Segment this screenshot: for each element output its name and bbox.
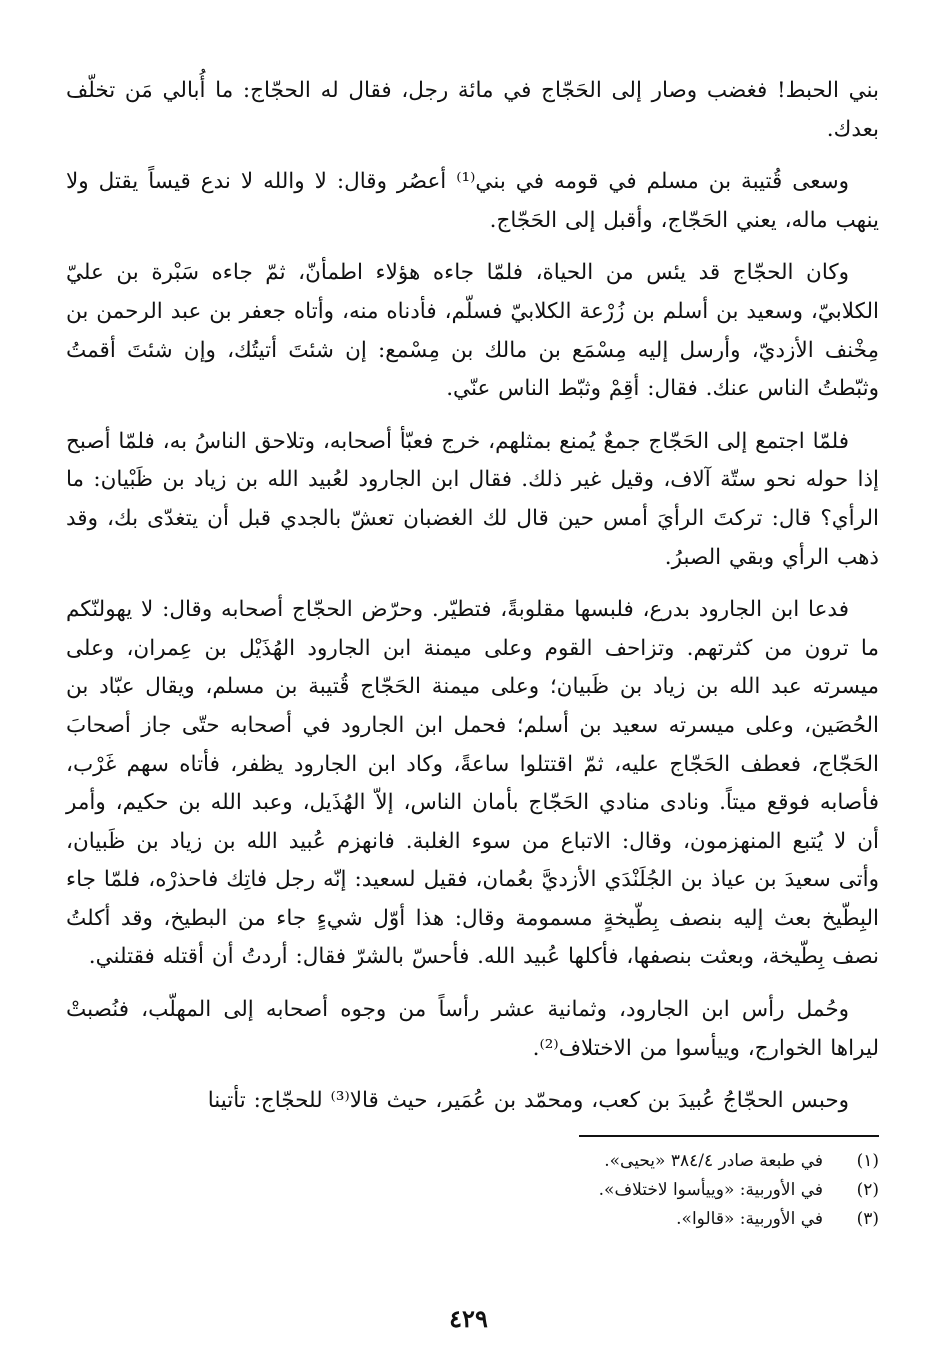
- paragraph-4: فلمّا اجتمع إلى الحَجّاج جمعٌ يُمنع بمثلهم، خرج فعبّأ أصحابه، وتلاحق الناسُ به، فلمّا أصبح إذا حوله نحو ستّة آلاف، وقيل غير ذلك. فقال ابن الجارود لعُبيد الله بن زياد بن ظَبْيان: ما الرأي؟ قال: تركتَ الرأيَ أمس حين قال لك الغضبان تعشّ بالجدي قبل أن يتغدّى بك، وقد ذهب الرأي وبقي الصبرُ.: [66, 428, 879, 570]
- paragraph-1: بني الحبط! فغضب وصار إلى الحَجّاج في مائة رجل، فقال له الحجّاج: ما أُبالي مَن تخلّف بعدك.: [66, 78, 879, 142]
- body-text: [66, 72, 879, 1121]
- paragraph-2: وسعى قُتيبة بن مسلم في قومه في بني⁽¹⁾ أعصُر وقال: لا والله لا ندع قيساً يقتل ولا ينهب ماله، يعني الحَجّاج، وأقبل إلى الحَجّاج.: [66, 169, 879, 233]
- footnote-divider: [579, 1135, 879, 1137]
- footnote-text: في الأوربية: «قالوا».: [676, 1208, 823, 1229]
- paragraph-3: وكان الحجّاج قد يئس من الحياة، فلمّا جاءه هؤلاء اطمأنّ، ثمّ جاءه سَبْرة بن عليّ الكلابيّ، وسعيد بن أسلم بن زُرْعة الكلابيّ فسلّم، فأدناه منه، وأتاه جعفر بن عبد الرحمن بن مِخْنف الأزديّ، وأرسل إليه مِسْمَع بن مالك بن مِسْمع: إن شئتَ أتيتُك، وإن شئتَ أقمتُ وثبّطتُ الناس عنك. فقال: أقِمْ وثبّط الناس عنّي.: [66, 260, 879, 402]
- footnote-2: [66, 1176, 879, 1205]
- page-number: ٤٢٩: [449, 1304, 488, 1333]
- paragraph-7: وحبس الحجّاجُ عُبيدَ بن كعب، ومحمّد بن عُمَير، حيث قالا⁽³⁾ للحجّاج: تأتينا: [207, 1088, 849, 1114]
- footnote-3: [66, 1205, 879, 1234]
- footnote-number: (٣): [856, 1208, 879, 1229]
- footnote-number: (١): [856, 1150, 879, 1171]
- footnote-text: في الأوربية: «وييأسوا لاختلاف».: [598, 1179, 823, 1200]
- paragraph-6: وحُمل رأس ابن الجارود، وثمانية عشر رأساً من وجوه أصحابه إلى المهلّب، فنُصبتْ ليراها الخوارج، وييأسوا من الاختلاف⁽²⁾.: [66, 997, 879, 1061]
- footnote-1: [66, 1147, 879, 1176]
- footnote-number: (٢): [856, 1179, 879, 1200]
- footnote-text: في طبعة صادر ٣٨٤/٤ «يحيى».: [604, 1150, 823, 1171]
- footnotes: [66, 1147, 879, 1234]
- paragraph-5: فدعا ابن الجارود بدرع، فلبسها مقلوبةً، فتطيّر. وحرّض الحجّاج أصحابه وقال: لا يهولنّكم ما ترون من كثرتهم. وتزاحف القوم وعلى ميمنة ابن الجارود الهُذَيْل بن عِمران، وعلى ميسرته عبد الله بن زياد بن ظَبيان؛ وعلى ميمنة الحَجّاج قُتيبة بن مسلم، ويقال عبّاد بن الحُصَين، وعلى ميسرته سعيد بن أسلم؛ فحمل ابن الجارود في أصحابه حتّى جاز أصحابَ الحَجّاج، فعطف الحَجّاج عليه، ثمّ اقتتلوا ساعةً، وكاد ابن الجارود يظفر، فأتاه سهم غَرْب، فأصابه فوقع ميتاً. ونادى منادي الحَجّاج بأمان الناس، إلاّ الهُذَيل، وعبد الله بن حكيم، وأمر أن لا يُتبع المنهزمون، وقال: الاتباع من سوء الغلبة. فانهزم عُبيد الله بن زياد بن ظَبيان، وأتى سعيدَ بن عياذ بن الجُلَنْدَي الأزديَّ بعُمان، فقيل لسعيد: إنّه رجل فاتِك فاحذرْه، فلمّا جاء البِطّيخ بعث إليه بنصف بِطّيخةٍ مسمومة وقال: هذا أوّل شيءٍ جاء من البطيخ، وقد أكلتُ نصف بِطّيخة، وبعثت بنصفها، فأكلها عُبيد الله. فأحسّ بالشرّ فقال: أردتُ أن أقتله فقتلني.: [66, 597, 879, 970]
